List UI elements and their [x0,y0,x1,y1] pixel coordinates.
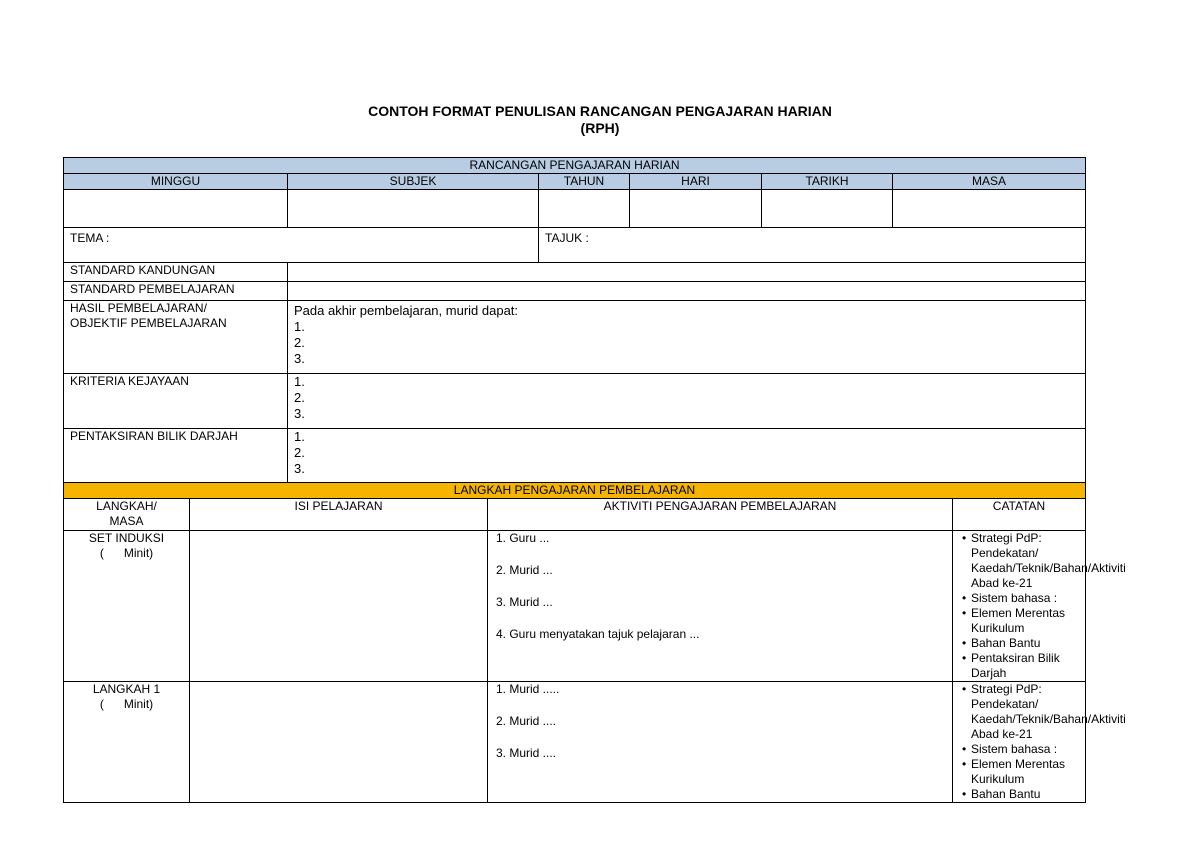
kriteria-field[interactable] [288,374,1086,429]
kriteria-row [64,374,1086,429]
minggu-field[interactable] [64,190,288,228]
activities-cell[interactable] [488,682,953,803]
note-item: • Elemen Merentas Kurikulum [971,606,1083,636]
tarikh-field[interactable] [762,190,893,228]
rph-table [63,157,1126,803]
col-minggu: MINGGU [64,174,288,190]
step-name: SET INDUKSI [88,531,165,545]
pentaksiran-field[interactable] [288,429,1086,483]
col-subjek: SUBJEK [288,174,539,190]
step-cell [64,682,190,803]
hasil-label-line-2: OBJEKTIF PEMBELAJARAN [70,316,227,330]
notes-cell [953,682,1126,803]
note-item: • Sistem bahasa : [971,742,1083,757]
note-item: • Elemen Merentas Kurikulum [971,757,1083,787]
note-item: • Bahan Bantu [971,636,1083,651]
standard-pembelajaran-label: STANDARD PEMBELAJARAN [64,282,288,301]
hasil-field[interactable] [288,301,1086,374]
isi-field[interactable] [190,682,488,803]
tema-tajuk-row [64,228,1086,263]
isi-field[interactable] [190,531,488,682]
col-masa: MASA [893,174,1086,190]
standard-kandungan-field[interactable] [288,263,1086,282]
activity-item: 3. Murid ... [496,595,553,609]
hasil-label [64,301,288,374]
step-row-langkah-1 [64,682,1086,803]
note-item: • Bahan Bantu [971,787,1083,802]
hasil-item: 2. [294,335,305,350]
hari-field[interactable] [630,190,762,228]
pentaksiran-item: 1. [294,429,305,444]
pentaksiran-item: 3. [294,461,305,476]
col-tahun: TAHUN [539,174,630,190]
hasil-row [64,301,1086,374]
kriteria-item: 1. [294,374,305,389]
col-tarikh: TARIKH [762,174,893,190]
masa-field[interactable] [893,190,1086,228]
activity-item: 4. Guru menyatakan tajuk pelajaran ... [496,627,700,641]
standard-kandungan-label: STANDARD KANDUNGAN [64,263,288,282]
subjek-field[interactable] [288,190,539,228]
kriteria-item: 3. [294,406,305,421]
hasil-item: 1. [294,319,305,334]
standard-pembelajaran-field[interactable] [288,282,1086,301]
step-cell [64,531,190,682]
tahun-field[interactable] [539,190,630,228]
activity-item: 1. Guru ... [496,531,550,545]
col-langkah-line-2: MASA [109,514,144,528]
rph-banner: RANCANGAN PENGAJARAN HARIAN [64,158,1086,174]
header-columns-row [64,174,1086,190]
standard-pembelajaran-row [64,282,1086,301]
steps-header-row [64,499,1086,531]
title-line-2: (RPH) [580,120,620,136]
step-name: LANGKAH 1 [92,682,161,696]
hasil-item: 3. [294,351,305,366]
note-item: • Sistem bahasa : [971,591,1083,606]
col-langkah-line-1: LANGKAH/ [96,499,157,513]
activity-item: 2. Murid ... [496,563,553,577]
col-catatan: CATATAN [953,499,1086,531]
pentaksiran-item: 2. [294,445,305,460]
kriteria-item: 2. [294,390,305,405]
tajuk-label: TAJUK : [545,231,589,245]
steps-banner: LANGKAH PENGAJARAN PEMBELAJARAN [64,483,1086,499]
pentaksiran-label: PENTAKSIRAN BILIK DARJAH [64,429,288,483]
col-hari: HARI [630,174,762,190]
activity-item: 2. Murid .... [496,714,557,728]
activity-item: 1. Murid ..... [496,682,560,696]
col-aktiviti: AKTIVITI PENGAJARAN PEMBELAJARAN [488,499,953,531]
header-values-row [64,190,1086,228]
col-isi: ISI PELAJARAN [190,499,488,531]
notes-cell [953,531,1126,682]
tema-field[interactable] [64,228,539,263]
hasil-label-line-1: HASIL PEMBELAJARAN/ [70,301,207,315]
tajuk-field[interactable] [539,228,1086,263]
note-item: • Strategi PdP: Pendekatan/ Kaedah/Teknik/Bahan/Aktiviti Abad ke-21 [971,682,1083,742]
step-duration: ( Minit) [99,697,154,711]
standard-kandungan-row [64,263,1086,282]
pentaksiran-row [64,429,1086,483]
document-title [0,103,1200,137]
step-row-set-induksi [64,531,1086,682]
hasil-intro: Pada akhir pembelajaran, murid dapat: [294,303,519,318]
note-item: • Pentaksiran Bilik Darjah [971,651,1083,681]
tema-label: TEMA : [70,231,110,245]
title-line-1: CONTOH FORMAT PENULISAN RANCANGAN PENGAJARAN HARIAN [368,103,832,119]
activities-cell[interactable] [488,531,953,682]
note-item: • Strategi PdP: Pendekatan/ Kaedah/Teknik/Bahan/Aktiviti Abad ke-21 [971,531,1083,591]
kriteria-label: KRITERIA KEJAYAAN [64,374,288,429]
activity-item: 3. Murid .... [496,746,557,760]
step-duration: ( Minit) [99,546,154,560]
col-langkah [64,499,190,531]
